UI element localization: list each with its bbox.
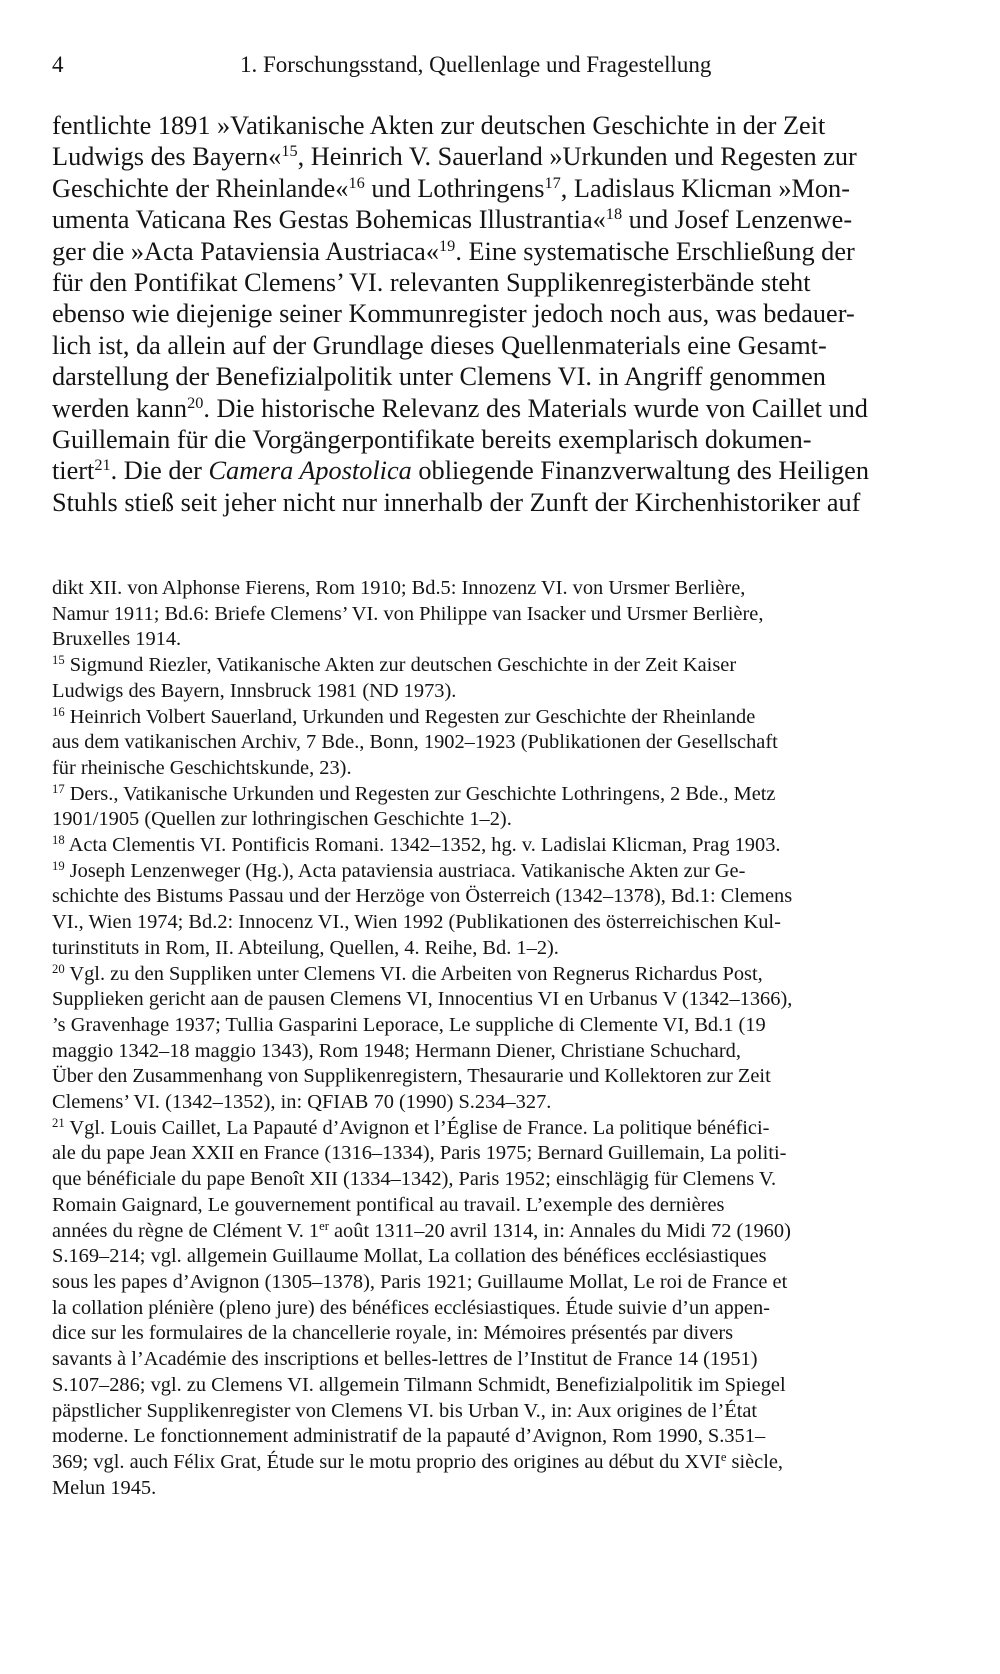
text-run: Clemens’ VI. (1342–1352), in: QFIAB 70 (1990) S.234–327.	[52, 1091, 552, 1114]
footnote-marker: er	[319, 1218, 329, 1233]
body-line	[52, 487, 936, 518]
text-run: . Die der	[110, 456, 209, 486]
text-run: siècle,	[726, 1450, 784, 1473]
text-run: . Eine systematische Erschließung der	[455, 236, 855, 266]
text-run: sous les papes d’Avignon (1305–1378), Paris 1921; Guillaume Mollat, Le roi de France et	[52, 1270, 788, 1293]
footnote-line	[52, 1116, 936, 1142]
text-run: , Ladislaus Klicman »Mon-	[560, 173, 850, 203]
footnote-line	[52, 1013, 936, 1039]
text-run: Guillemain für die Vorgängerpontifikate bereits exemplarisch dokumen-	[52, 425, 812, 455]
running-head: 1. Forschungsstand, Quellenlage und Fragestellung	[240, 52, 712, 77]
text-run: für rheinische Geschichtskunde, 23).	[52, 756, 352, 779]
text-run: Stuhls stieß seit jeher nicht nur innerhalb der Zunft der Kirchenhistoriker auf	[52, 487, 861, 517]
text-run: turinstituts in Rom, II. Abteilung, Quellen, 4. Reihe, Bd. 1–2).	[52, 936, 559, 959]
text-run: darstellung der Benefizialpolitik unter Clemens VI. in Angriff genommen	[52, 362, 826, 392]
footnote-line	[52, 1399, 936, 1425]
footnote-marker: 18	[605, 204, 623, 224]
footnote-line	[52, 1090, 936, 1116]
footnote-line	[52, 576, 936, 602]
text-run: Über den Zusammenhang von Supplikenregistern, Thesaurarie und Kollektoren zur Zeit	[52, 1065, 771, 1088]
text-run: moderne. Le fonctionnement administratif de la papauté d’Avignon, Rom 1990, S.351–	[52, 1425, 766, 1448]
body-text	[52, 110, 936, 518]
footnote-line	[52, 1141, 936, 1167]
text-run: Romain Gaignard, Le gouvernement pontifical au travail. L’exemple des dernières	[52, 1193, 725, 1216]
text-run: maggio 1342–18 maggio 1343), Rom 1948; Hermann Diener, Christiane Schuchard,	[52, 1039, 741, 1062]
footnote-line	[52, 1219, 936, 1245]
footnotes	[52, 576, 936, 1501]
text-run: VI., Wien 1974; Bd.2: Innocenz VI., Wien 1992 (Publikationen des österreichischen Kul-	[52, 911, 781, 934]
body-line	[52, 455, 936, 486]
text-run: Vgl. Louis Caillet, La Papauté d’Avignon et l’Église de France. La politique bénéfici-	[64, 1116, 770, 1139]
text-run: août 1311–20 avril 1314, in: Annales du Midi 72 (1960)	[328, 1219, 791, 1242]
text-run: Supplieken gericht aan de pausen Clemens VI, Innocentius VI en Urbanus V (1342–1366),	[52, 988, 793, 1011]
footnote-line	[52, 833, 936, 859]
footnote-marker: 15	[52, 653, 65, 668]
footnote-line	[52, 910, 936, 936]
footnote-line	[52, 1373, 936, 1399]
text-run: la collation plénière (pleno jure) des bénéfices ecclésiastiques. Étude suivie d’un appen-	[52, 1296, 770, 1319]
footnote-marker: 19	[439, 235, 456, 255]
text-run: S.107–286; vgl. zu Clemens VI. allgemein Tilmann Schmidt, Benefizialpolitik im Spiegel	[52, 1373, 786, 1396]
footnote-line	[52, 1347, 936, 1373]
italic-text: Camera Apostolica	[208, 456, 412, 486]
text-run: ’s Gravenhage 1937; Tullia Gasparini Leporace, Le suppliche di Clemente VI, Bd.1 (19	[52, 1013, 766, 1036]
text-run: 369; vgl. auch Félix Grat, Étude sur le motu proprio des origines au début du XVI	[52, 1450, 721, 1473]
text-run: savants à l’Académie des inscriptions et belles-lettres de l’Institut de France 14 (1951)	[52, 1348, 758, 1371]
body-line	[52, 424, 936, 455]
footnote-marker: 19	[52, 858, 65, 873]
footnote-marker: 16	[52, 704, 65, 719]
text-run: Ludwigs des Bayern«	[52, 142, 282, 172]
body-line	[52, 298, 936, 329]
footnote-line	[52, 1039, 936, 1065]
footnote-line	[52, 782, 936, 808]
footnote-line	[52, 859, 936, 885]
footnote-marker: 16	[348, 172, 365, 192]
text-run: ale du pape Jean XXII en France (1316–1334), Paris 1975; Bernard Guillemain, La politi-	[52, 1142, 787, 1165]
body-line	[52, 393, 936, 424]
footnote-line	[52, 602, 936, 628]
text-run: Namur 1911; Bd.6: Briefe Clemens’ VI. von Philippe van Isacker und Ursmer Berlière,	[52, 602, 764, 625]
text-run: 1901/1905 (Quellen zur lothringischen Geschichte 1–2).	[52, 808, 512, 831]
footnote-line	[52, 730, 936, 756]
text-run: für den Pontifikat Clemens’ VI. relevanten Supplikenregisterbände steht	[52, 268, 811, 298]
text-run: ger die »Acta Pataviensia Austriaca«	[52, 236, 440, 266]
body-line	[52, 204, 936, 235]
text-run: dice sur les formulaires de la chancellerie royale, in: Mémoires présentés par divers	[52, 1322, 734, 1345]
text-run: Ludwigs des Bayern, Innsbruck 1981 (ND 1973).	[52, 679, 457, 702]
footnote-line	[52, 1167, 936, 1193]
body-line	[52, 173, 936, 204]
footnote-line	[52, 807, 936, 833]
footnote-marker: 21	[52, 1115, 65, 1130]
footnote-marker: 20	[187, 392, 204, 412]
text-run: umenta Vaticana Res Gestas Bohemicas Illustrantia«	[52, 205, 606, 235]
footnote-marker: 17	[52, 781, 65, 796]
page-header	[52, 52, 932, 86]
footnote-marker: 21	[94, 455, 111, 475]
text-run: Vgl. zu den Suppliken unter Clemens VI. die Arbeiten von Regnerus Richardus Post,	[64, 962, 763, 985]
footnote-marker: 20	[52, 961, 65, 976]
text-run: werden kann	[52, 393, 188, 423]
footnote-marker: 15	[281, 141, 298, 161]
text-run: aus dem vatikanischen Archiv, 7 Bde., Bonn, 1902–1923 (Publikationen der Gesellschaft	[52, 731, 778, 754]
text-run: ebenso wie diejenige seiner Kommunregister jedoch noch aus, was bedauer-	[52, 299, 855, 329]
footnote-line	[52, 987, 936, 1013]
footnote-line	[52, 936, 936, 962]
footnote-marker: e	[720, 1449, 727, 1464]
body-line	[52, 236, 936, 267]
footnote-line	[52, 1450, 936, 1476]
text-run: Joseph Lenzenweger (Hg.), Acta pataviensia austriaca. Vatikanische Akten zur Ge-	[64, 859, 746, 882]
footnote-line	[52, 1244, 936, 1270]
text-run: Melun 1945.	[52, 1476, 157, 1499]
text-run: Ders., Vatikanische Urkunden und Regesten zur Geschichte Lothringens, 2 Bde., Metz	[64, 782, 776, 805]
footnote-line	[52, 1476, 936, 1502]
footnote-line	[52, 962, 936, 988]
footnote-line	[52, 1424, 936, 1450]
footnote-marker: 18	[52, 833, 65, 848]
footnote-line	[52, 1270, 936, 1296]
footnote-line	[52, 1064, 936, 1090]
text-run: dikt XII. von Alphonse Fierens, Rom 1910; Bd.5: Innozenz VI. von Ursmer Berlière,	[52, 577, 746, 599]
text-run: obliegende Finanzverwaltung des Heiligen	[411, 456, 869, 486]
text-run: Sigmund Riezler, Vatikanische Akten zur deutschen Geschichte in der Zeit Kaiser	[64, 654, 737, 677]
footnote-line	[52, 1296, 936, 1322]
body-line	[52, 110, 936, 141]
body-line	[52, 267, 936, 298]
text-run: Bruxelles 1914.	[52, 628, 182, 651]
text-run: . Die historische Relevanz des Materials wurde von Caillet und	[203, 393, 868, 423]
footnote-line	[52, 1321, 936, 1347]
text-run: Acta Clementis VI. Pontificis Romani. 1342–1352, hg. v. Ladislai Klicman, Prag 1903.	[64, 834, 781, 857]
text-run: S.169–214; vgl. allgemein Guillaume Mollat, La collation des bénéfices ecclésiastiques	[52, 1245, 767, 1268]
text-run: Heinrich Volbert Sauerland, Urkunden und Regesten zur Geschichte der Rheinlande	[64, 705, 756, 728]
body-line	[52, 141, 936, 172]
footnote-line	[52, 705, 936, 731]
body-line	[52, 361, 936, 392]
page-number: 4	[52, 52, 64, 77]
footnote-line	[52, 756, 936, 782]
footnote-line	[52, 1193, 936, 1219]
text-run: und Josef Lenzenwe-	[622, 205, 853, 235]
text-run: , Heinrich V. Sauerland »Urkunden und Regesten zur	[297, 142, 857, 172]
body-line	[52, 330, 936, 361]
text-run: tiert	[52, 456, 95, 486]
text-run: fentlichte 1891 »Vatikanische Akten zur deutschen Geschichte in der Zeit	[52, 111, 826, 140]
text-run: Geschichte der Rheinlande«	[52, 173, 349, 203]
footnote-marker: 17	[544, 172, 561, 192]
footnote-line	[52, 679, 936, 705]
text-run: lich ist, da allein auf der Grundlage dieses Quellenmaterials eine Gesamt-	[52, 330, 827, 360]
footnote-line	[52, 627, 936, 653]
text-run: que bénéficiale du pape Benoît XII (1334–1342), Paris 1952; einschlägig für Clemens V.	[52, 1168, 777, 1191]
text-run: années du règne de Clément V. 1	[52, 1219, 320, 1242]
footnote-line	[52, 653, 936, 679]
footnote-line	[52, 884, 936, 910]
text-run: und Lothringens	[364, 173, 545, 203]
text-run: päpstlicher Supplikenregister von Clemens VI. bis Urban V., in: Aux origines de l’État	[52, 1399, 758, 1422]
text-run: schichte des Bistums Passau und der Herzöge von Österreich (1342–1378), Bd.1: Clemens	[52, 885, 793, 908]
